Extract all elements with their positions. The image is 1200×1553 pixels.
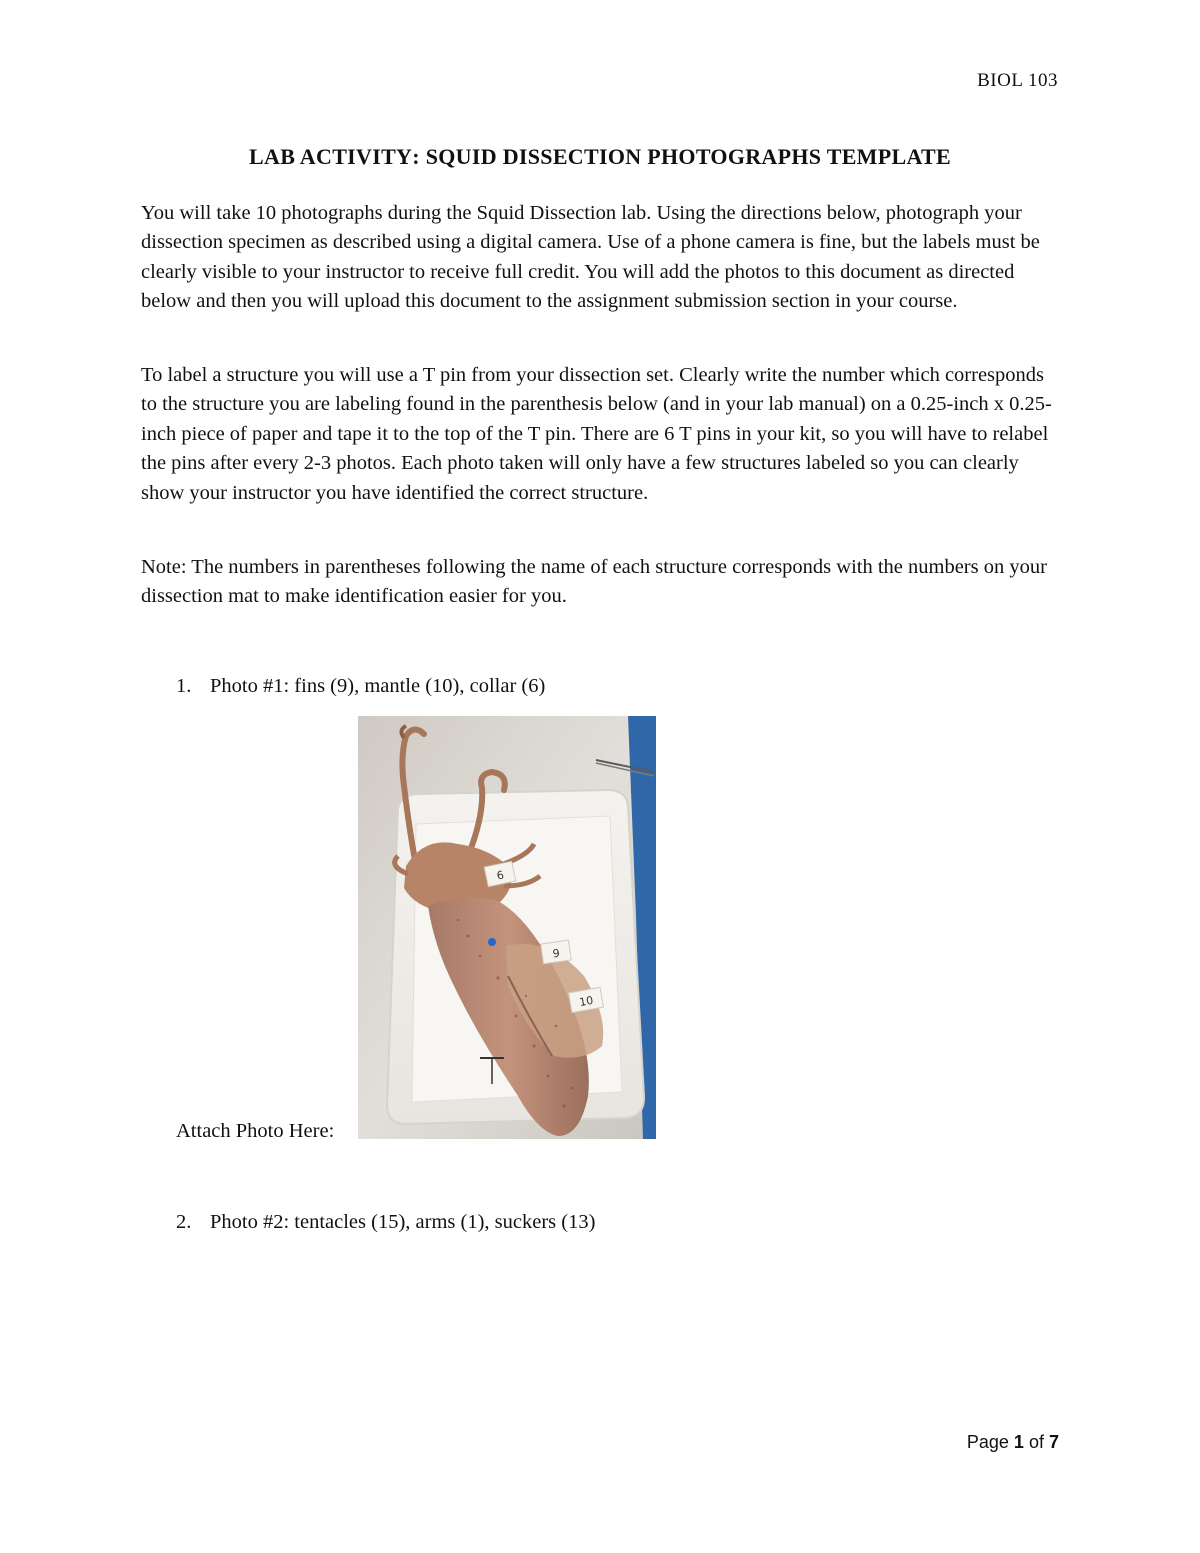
list-text: Photo #2: tentacles (15), arms (1), suckers (13) [210, 1211, 596, 1233]
document-title [0, 144, 1200, 170]
pin-label-tag: 9 [551, 946, 561, 961]
title-letter: A [299, 144, 316, 169]
pin-label-tag: 6 [495, 868, 506, 883]
title-word: HOTOGRAPHS [661, 144, 822, 169]
page-number [967, 1432, 1059, 1453]
squid-dissection-photo [358, 716, 656, 1139]
attach-photo-label: Attach Photo Here: [176, 1120, 335, 1142]
title-letter: S [425, 144, 439, 169]
list-item [176, 673, 545, 699]
page-current: 1 [1013, 1432, 1024, 1452]
title-letter: T [826, 144, 842, 169]
title-word: CTIVITY [316, 144, 413, 169]
note-paragraph: Note: The numbers in parentheses following the name of each structure corresponds with the numbers on your dissection mat to make identification easier for you. [141, 556, 1047, 608]
page-total: 7 [1048, 1432, 1059, 1452]
title-letter: L [249, 144, 265, 169]
page-of: of [1028, 1432, 1044, 1452]
title-word: QUID [438, 144, 497, 169]
page-prefix: Page [966, 1432, 1009, 1452]
title-colon: : [412, 144, 420, 169]
title-word: AB [264, 144, 296, 169]
title-letter: D [502, 144, 519, 169]
course-header: BIOL 103 [977, 70, 1058, 91]
list-item [176, 1209, 595, 1235]
title-word: ISSECTION [518, 144, 642, 169]
list-number: 1. [176, 675, 192, 697]
intro-paragraph: You will take 10 photographs during the Squid Dissection lab. Using the directions below, photograph your dissection specimen as described using a digital camera. Use of a phone camera is fine, but the labels must be clearly visible to your instructor to receive full credit. You will add the photos to this document as directed below and then you will upload this document to the assignment submission section in your course. [141, 202, 1040, 313]
title-word: EMPLATE [841, 144, 951, 169]
pin-label-tag: 10 [578, 993, 595, 1010]
list-number: 2. [176, 1211, 192, 1233]
list-text: Photo #1: fins (9), mantle (10), collar (6) [210, 675, 546, 697]
labeling-paragraph: To label a structure you will use a T pin from your dissection set. Clearly write the number which corresponds to the structure you are labeling found in the parenthesis below (and in your lab manual) on a 0.25-inch x 0.25-inch piece of paper and tape it to the top of the T pin. There are 6 T pins in your kit, so you will have to relabel the pins after every 2-3 photos. Each photo taken will only have a few structures labeled so you can clearly show your instructor you have identified the correct structure. [141, 364, 1052, 504]
title-letter: P [647, 144, 661, 169]
